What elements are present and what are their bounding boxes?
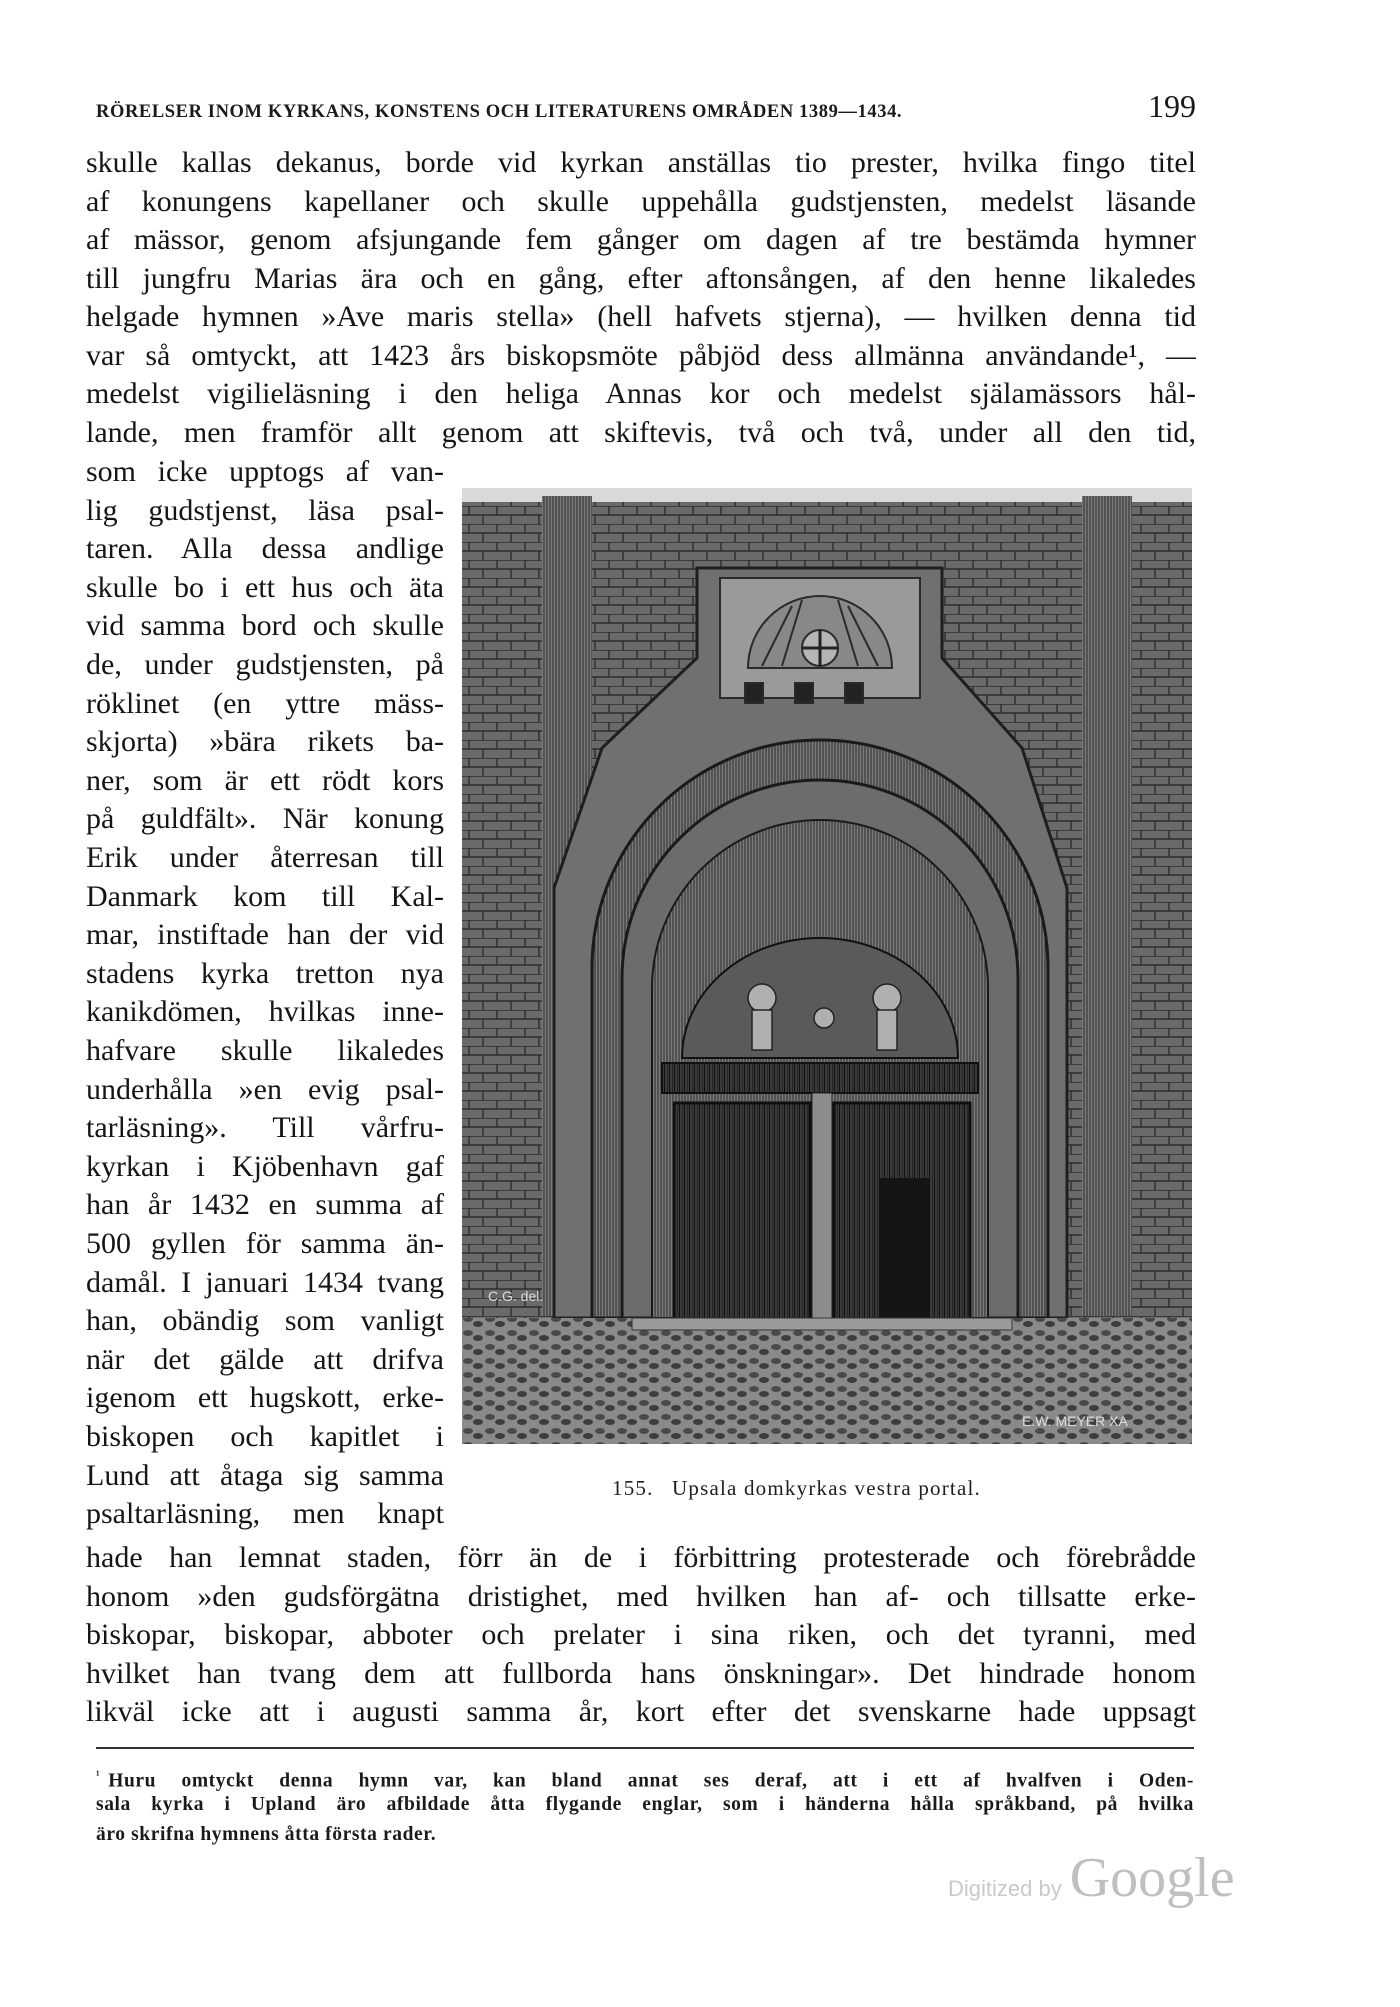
google-logo: Google bbox=[1069, 1847, 1235, 1909]
text-line: var så omtyckt, att 1423 års biskopsmöte påbjöd dess allmänna användande¹, — bbox=[86, 338, 1196, 372]
text-line: ner, som är ett rödt kors bbox=[86, 763, 444, 797]
page-header bbox=[96, 88, 1196, 128]
text-line: 500 gyllen för samma än- bbox=[86, 1227, 444, 1260]
text-line: lig gudstjenst, läsa psal- bbox=[86, 493, 444, 527]
text-line: röklinet (en yttre mäss- bbox=[86, 686, 444, 720]
text-line: biskopen och kapitlet i bbox=[86, 1420, 444, 1453]
text-line: på guldfält». När konung bbox=[86, 802, 444, 836]
engraver-signature-right: E.W. MEYER XA bbox=[1022, 1413, 1128, 1429]
engraver-signature-left: C.G. del. bbox=[488, 1288, 544, 1304]
running-head: RÖRELSER INOM KYRKANS, KONSTENS OCH LITERATURENS OMRÅDEN 1389—1434. bbox=[96, 102, 903, 122]
text-line: hvilket han tvang dem att fullborda hans önskningar». Det hindrade honom bbox=[86, 1656, 1196, 1690]
text-line: taren. Alla dessa andlige bbox=[86, 532, 444, 566]
page-number: 199 bbox=[1148, 88, 1196, 124]
text-line: honom »den gudsförgätna dristighet, med hvilken han af- och tillsatte erke- bbox=[86, 1579, 1196, 1613]
text-line: skulle bo i ett hus och äta bbox=[86, 570, 444, 604]
watermark-digitized-by: Digitized by bbox=[948, 1876, 1062, 1901]
text-line: kanikdömen, hvilkas inne- bbox=[86, 995, 444, 1029]
text-line: vid samma bord och skulle bbox=[86, 609, 444, 643]
footnote-line: sala kyrka i Upland äro afbildade åtta flygande englar, som i händerna hålla språkband, på hvilka bbox=[96, 1794, 1194, 1815]
text-line: skulle kallas dekanus, borde vid kyrkan anställas tio prester, hvilka fingo titel bbox=[86, 146, 1196, 179]
text-line: han år 1432 en summa af bbox=[86, 1188, 444, 1222]
text-line: hade han lemnat staden, förr än de i förbittring protesterade och förebrådde bbox=[86, 1541, 1196, 1574]
text-line: mar, instiftade han der vid bbox=[86, 918, 444, 952]
text-line: när det gälde att drifva bbox=[86, 1342, 444, 1376]
text-line: tarläsning». Till vårfru- bbox=[86, 1111, 444, 1145]
text-line: Erik under återresan till bbox=[86, 841, 444, 874]
figure-caption-text: Upsala domkyrkas vestra portal. bbox=[672, 1476, 981, 1500]
footnote-text: Huru omtyckt denna hymn var, kan bland annat ses deraf, att i ett af hvalfven i Oden- bbox=[108, 1770, 1194, 1792]
text-line: underhålla »en evig psal- bbox=[86, 1072, 444, 1106]
text-line: igenom ett hugskott, erke- bbox=[86, 1381, 444, 1415]
text-line: af konungens kapellaner och skulle uppehålla gudstjensten, medelst läsande bbox=[86, 184, 1196, 218]
text-line: biskopar, biskopar, abboter och prelater i sina riken, och det tyranni, med bbox=[86, 1618, 1196, 1652]
text-line: psaltarläsning, men knapt bbox=[86, 1497, 444, 1531]
footnote-rule bbox=[96, 1747, 1194, 1749]
text-line: damål. I januari 1434 tvang bbox=[86, 1265, 444, 1299]
text-line: hafvare skulle likaledes bbox=[86, 1034, 444, 1067]
text-line: likväl icke att i augusti samma år, kort efter det svenskarne hade uppsagt bbox=[86, 1695, 1196, 1729]
text-line: skjorta) »bära rikets ba- bbox=[86, 725, 444, 759]
text-line: de, under gudstjensten, på bbox=[86, 648, 444, 681]
figure-caption bbox=[612, 1476, 1172, 1501]
figure-number: 155. bbox=[612, 1476, 654, 1500]
text-line: lande, men framför allt genom att skiftevis, två och två, under all den tid, bbox=[86, 415, 1196, 449]
text-line: af mässor, genom afsjungande fem gånger om dagen af tre bestämda hymner bbox=[86, 223, 1196, 256]
text-line: helgade hymnen »Ave maris stella» (hell hafvets stjerna), — hvilken denna tid bbox=[86, 300, 1196, 333]
text-line: kyrkan i Kjöbenhavn gaf bbox=[86, 1149, 444, 1183]
google-watermark bbox=[948, 1846, 1248, 1916]
portal-engraving bbox=[462, 488, 1192, 1444]
footnote-marker: ¹ bbox=[96, 1768, 101, 1782]
text-line: medelst vigilieläsning i den heliga Annas kor och medelst själamässors hål- bbox=[86, 377, 1196, 410]
text-line: stadens kyrka tretton nya bbox=[86, 956, 444, 990]
text-line: Danmark kom till Kal- bbox=[86, 879, 444, 913]
text-line: som icke upptogs af van- bbox=[86, 455, 444, 488]
text-line: han, obändig som vanligt bbox=[86, 1304, 444, 1338]
text-line: till jungfru Marias ära och en gång, efter aftonsången, af den henne likaledes bbox=[86, 261, 1196, 295]
text-line: Lund att åtaga sig samma bbox=[86, 1458, 444, 1492]
footnote-line: äro skrifna hymnens åtta första rader. bbox=[96, 1824, 437, 1845]
